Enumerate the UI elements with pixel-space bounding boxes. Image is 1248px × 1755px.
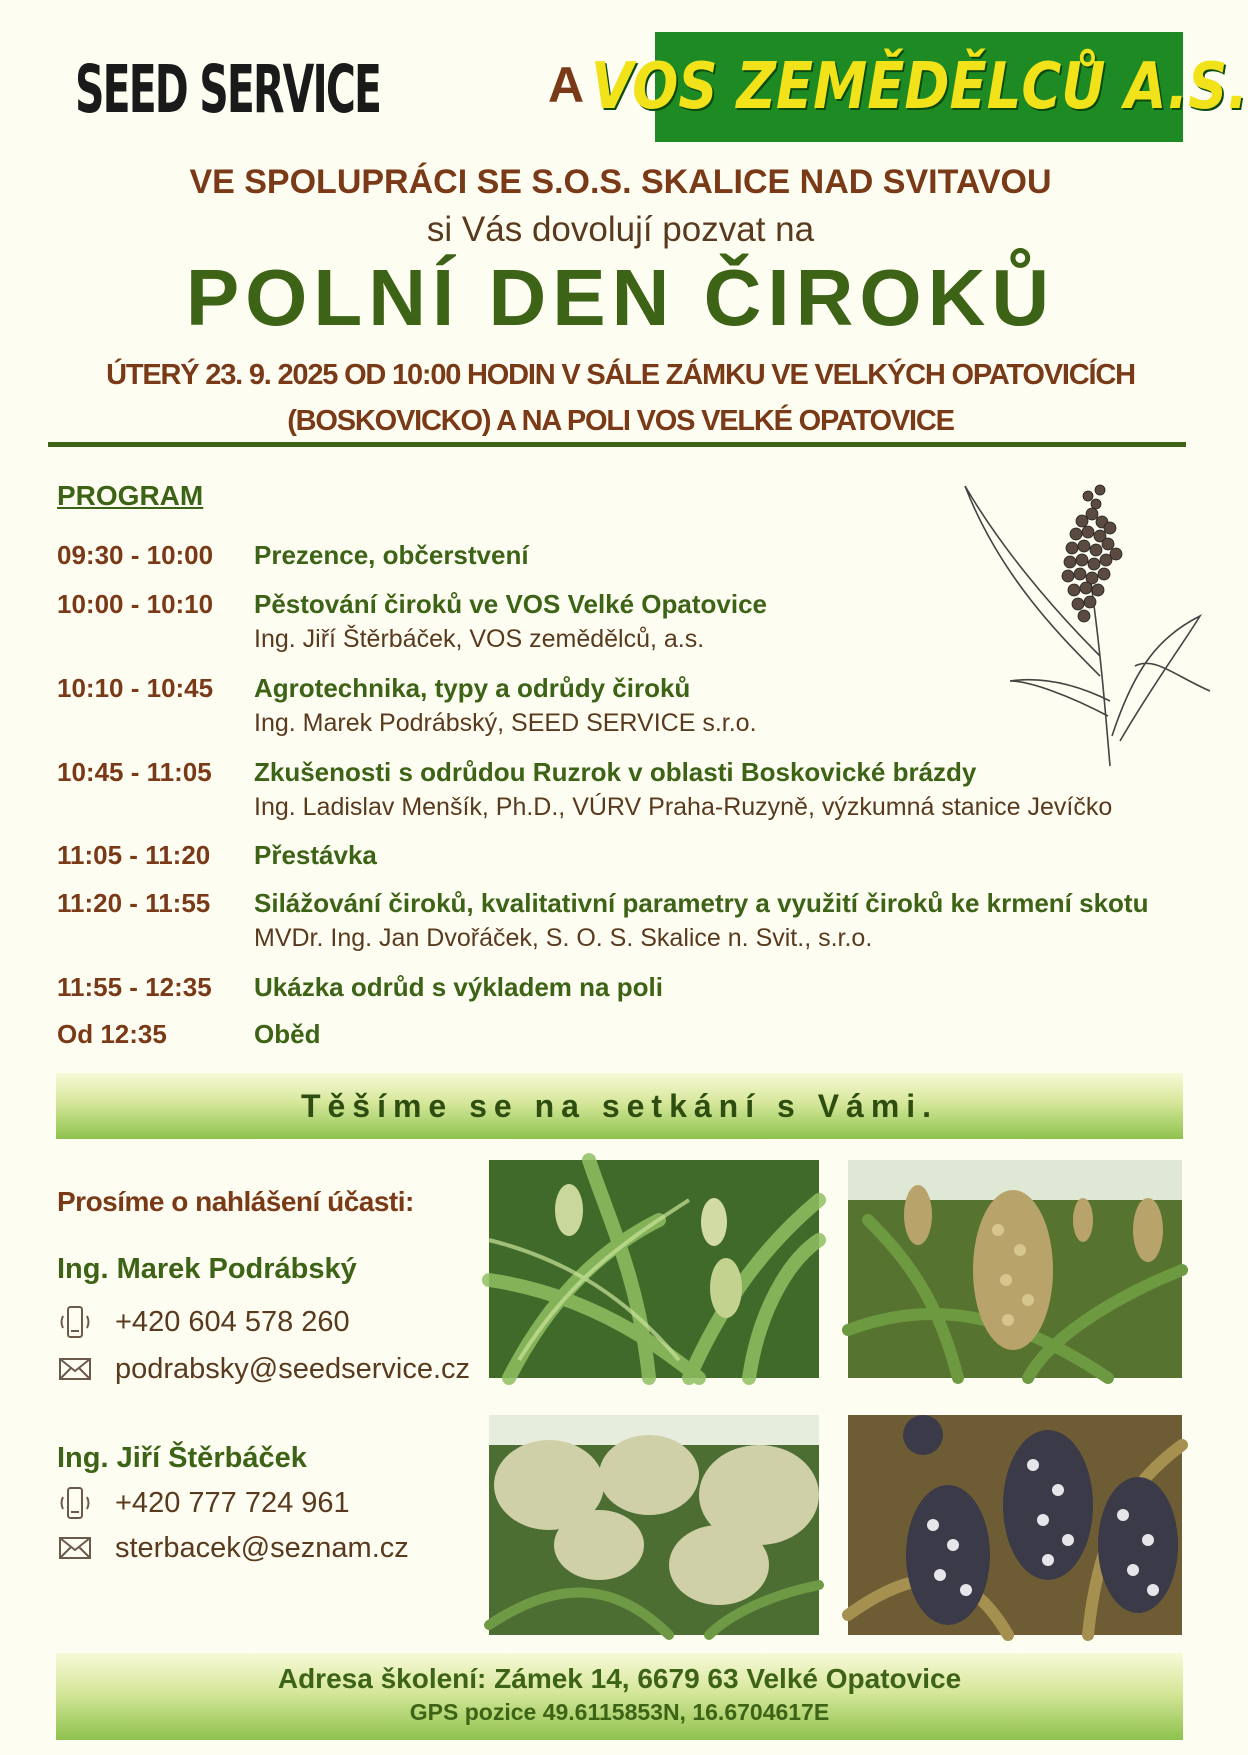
contact-name: Ing. Jiří Štěrbáček xyxy=(57,1442,307,1474)
program-time: 10:00 - 10:10 xyxy=(57,589,214,619)
vos-logo xyxy=(590,32,1248,142)
contact-email xyxy=(57,1530,409,1566)
program-speaker: Ing. Ladislav Menšík, Ph.D., VÚRV Praha-Ruzyně, výzkumná stanice Jevíčko xyxy=(254,793,1113,821)
address-box xyxy=(56,1653,1183,1740)
email-icon xyxy=(57,1530,93,1566)
program-topic: Ukázka odrůd s výkladem na poli xyxy=(254,972,663,1002)
welcome-banner xyxy=(56,1073,1183,1139)
program-heading: PROGRAM xyxy=(57,480,204,511)
contact-phone xyxy=(57,1304,350,1340)
phone-icon xyxy=(57,1304,93,1340)
contact-email-text[interactable]: podrabsky@seedservice.cz xyxy=(115,1352,471,1385)
contact-phone-text[interactable]: +420 777 724 961 xyxy=(115,1486,350,1519)
sorghum-photo xyxy=(848,1160,1182,1378)
program-topic: Agrotechnika, typy a odrůdy čiroků xyxy=(254,673,691,703)
sorghum-photo xyxy=(848,1415,1182,1635)
contact-phone xyxy=(57,1485,350,1521)
page-title: POLNÍ DEN ČIROKŮ xyxy=(185,253,1056,342)
training-address: Adresa školení: Zámek 14, 6679 63 Velké Opatovice xyxy=(277,1663,962,1694)
sorghum-photo xyxy=(489,1160,819,1378)
sorghum-photo xyxy=(489,1415,819,1635)
contact-email-text[interactable]: sterbacek@seznam.cz xyxy=(115,1531,409,1564)
program-time: 11:05 - 11:20 xyxy=(57,840,211,870)
program-speaker: MVDr. Ing. Jan Dvořáček, S. O. S. Skalice n. Svit., s.r.o. xyxy=(254,924,873,952)
event-datetime xyxy=(60,352,1181,444)
sorghum-illustration xyxy=(960,466,1210,766)
seed-service-logo xyxy=(65,36,495,144)
welcome-banner-text: Těšíme se na setkání s Vámi. xyxy=(300,1087,939,1124)
invite-line: si Vás dovolují pozvat na xyxy=(426,210,815,249)
contact-email xyxy=(57,1351,470,1387)
program-time: 11:20 - 11:55 xyxy=(57,888,211,918)
contact-name: Ing. Marek Podrábský xyxy=(57,1253,357,1285)
contact-phone-text[interactable]: +420 604 578 260 xyxy=(115,1305,350,1338)
program-topic: Prezence, občerstvení xyxy=(254,540,529,570)
program-topic: Oběd xyxy=(254,1019,321,1049)
program-time: Od 12:35 xyxy=(57,1019,167,1049)
phone-icon xyxy=(57,1485,93,1521)
program-speaker: Ing. Marek Podrábský, SEED SERVICE s.r.o. xyxy=(254,709,757,737)
program-topic: Silážování čiroků, kvalitativní parametry a využití čiroků ke krmení skotu xyxy=(254,888,1149,918)
program-time: 11:55 - 12:35 xyxy=(57,972,212,1002)
divider xyxy=(48,442,1186,447)
vos-logo-text: VOS ZEMĚDĚLCŮ A.S. xyxy=(590,50,1248,124)
registration-heading: Prosíme o nahlášení účasti: xyxy=(57,1186,414,1217)
program-time: 10:10 - 10:45 xyxy=(57,673,214,703)
program-topic: Zkušenosti s odrůdou Ruzrok v oblasti Boskovické brázdy xyxy=(254,757,977,787)
event-datetime-line2: (BOSKOVICKO) A NA POLI VOS VELKÉ OPATOVICE xyxy=(287,405,954,437)
event-datetime-line1: ÚTERÝ 23. 9. 2025 OD 10:00 HODIN V SÁLE ZÁMKU VE VELKÝCH OPATOVICÍCH xyxy=(106,359,1135,391)
cooperation-line: VE SPOLUPRÁCI SE S.O.S. SKALICE NAD SVITAVOU xyxy=(189,163,1052,201)
program-time: 09:30 - 10:00 xyxy=(57,540,214,570)
program-topic: Pěstování čiroků ve VOS Velké Opatovice xyxy=(254,589,768,619)
conjunction: A xyxy=(548,57,585,113)
gps-position: GPS pozice 49.6115853N, 16.6704617E xyxy=(409,1699,830,1725)
seed-service-name: SEED SERVICE xyxy=(75,51,381,128)
email-icon xyxy=(57,1351,93,1387)
program-time: 10:45 - 11:05 xyxy=(57,757,212,787)
program-speaker: Ing. Jiří Štěrbáček, VOS zemědělců, a.s. xyxy=(254,625,705,653)
program-topic: Přestávka xyxy=(254,840,377,870)
